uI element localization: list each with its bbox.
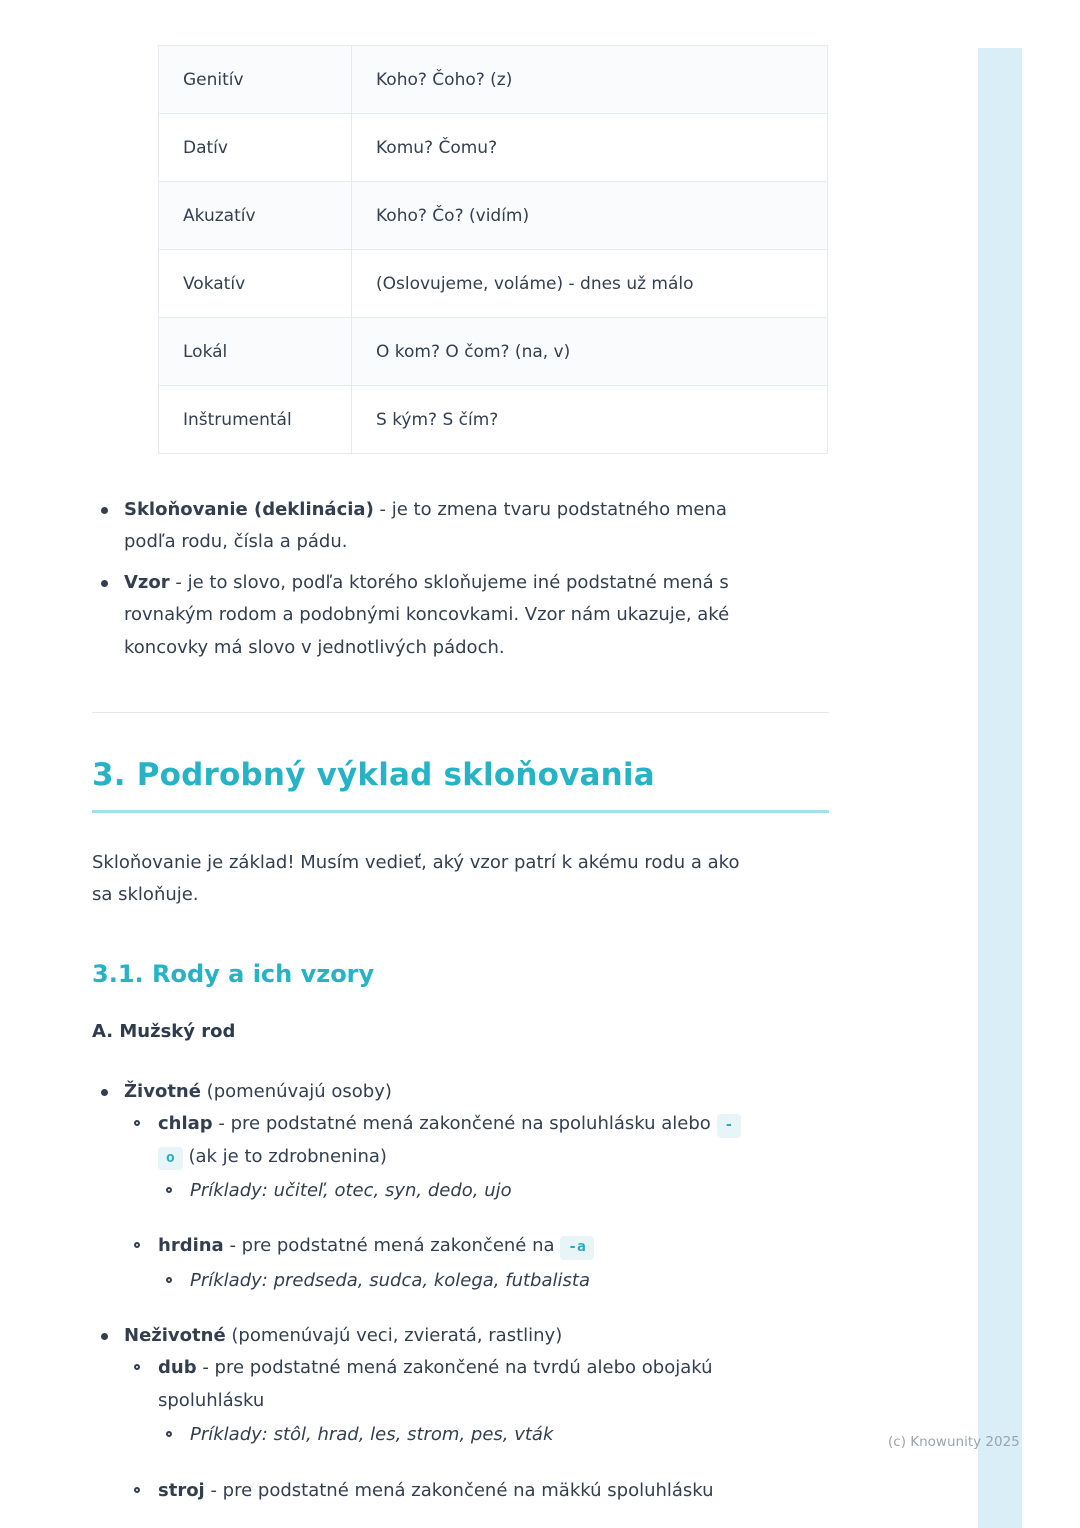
pattern-name: hrdina: [158, 1235, 224, 1257]
case-cell: Genitív: [159, 46, 352, 114]
pattern-text: - pre podstatné mená zakončené na mäkkú spoluhlásku: [204, 1479, 714, 1501]
section-heading: 3. Podrobný výklad skloňovania: [92, 756, 655, 793]
bullet-circle-icon: [166, 1277, 172, 1283]
definition-text: - je to slovo, podľa ktorého skloňujeme iné podstatné mená s rovnakým rodom a podobnými koncovkami. Vzor nám ukazuje, aké koncovky má slovo v jednotlivých pádoch.: [124, 571, 730, 658]
bullet-circle-icon: [166, 1187, 172, 1193]
case-cell: Inštrumentál: [159, 386, 352, 454]
question-cell: (Oslovujeme, voláme) - dnes už málo: [352, 250, 828, 318]
question-cell: Komu? Čomu?: [352, 114, 828, 182]
list-item-inanimate: [92, 1320, 829, 1352]
pattern-item-dub: [92, 1352, 829, 1417]
definition-item: [92, 567, 829, 664]
examples-line: [92, 1265, 829, 1297]
table-row: [159, 114, 828, 182]
definition-text: - je to zmena tvaru podstatného mena podľa rodu, čísla a pádu.: [124, 499, 727, 553]
suffix-chip: -a: [560, 1236, 593, 1260]
suffix-chip: o: [158, 1147, 183, 1171]
pattern-name: dub: [158, 1357, 197, 1379]
pattern-item-stroj: [92, 1475, 829, 1507]
group-heading: A. Mužský rod: [92, 1020, 236, 1042]
bullet-circle-icon: [134, 1364, 140, 1370]
question-cell: O kom? O čom? (na, v): [352, 318, 828, 386]
table-row: [159, 386, 828, 454]
question-cell: Koho? Čo? (vidím): [352, 182, 828, 250]
cases-table: [158, 45, 828, 454]
examples-line: [92, 1419, 829, 1451]
suffix-chip: -: [717, 1114, 742, 1138]
pattern-item-chlap: [92, 1108, 829, 1173]
category-suffix: (pomenúvajú osoby): [200, 1080, 392, 1102]
section-heading-underline: [92, 810, 829, 813]
bullet-dot-icon: [101, 1333, 108, 1340]
bullet-dot-icon: [101, 1089, 108, 1096]
table-row: [159, 250, 828, 318]
list-item-animate: [92, 1076, 829, 1108]
pattern-name: stroj: [158, 1479, 205, 1501]
footer-credit: (c) Knowunity 2025: [888, 1434, 1020, 1450]
pattern-text: - pre podstatné mená zakončené na: [223, 1235, 561, 1257]
pattern-text: - pre podstatné mená zakončené na spoluhlásku alebo: [212, 1113, 717, 1135]
category-label: Neživotné: [124, 1325, 226, 1347]
definition-list: [92, 494, 829, 664]
examples-line: [92, 1175, 829, 1207]
examples-text: Príklady: učiteľ, otec, syn, dedo, ujo: [190, 1179, 512, 1201]
table-row: [159, 318, 828, 386]
table-row: [159, 46, 828, 114]
pattern-text: (ak je to zdrobnenina): [182, 1145, 387, 1167]
examples-text: Príklady: stôl, hrad, les, strom, pes, vták: [190, 1424, 554, 1446]
question-cell: Koho? Čoho? (z): [352, 46, 828, 114]
document-page: [92, 0, 829, 1507]
bullet-dot-icon: [101, 507, 108, 514]
definition-term: Skloňovanie (deklinácia): [124, 499, 374, 520]
bullet-circle-icon: [166, 1431, 172, 1437]
case-cell: Datív: [159, 114, 352, 182]
examples-text: Príklady: predseda, sudca, kolega, futbalista: [190, 1269, 590, 1291]
definition-term: Vzor: [124, 571, 170, 593]
section-divider: [92, 712, 829, 713]
definition-item: [92, 494, 829, 559]
pattern-text: - pre podstatné mená zakončené na tvrdú alebo obojakú spoluhlásku: [158, 1357, 713, 1411]
category-label: Životné: [124, 1080, 201, 1102]
table-row: [159, 182, 828, 250]
pattern-name: chlap: [158, 1113, 213, 1135]
case-cell: Akuzatív: [159, 182, 352, 250]
page-side-strip: [978, 48, 1022, 1528]
case-cell: Vokatív: [159, 250, 352, 318]
bullet-dot-icon: [101, 580, 108, 587]
subsection-heading: 3.1. Rody a ich vzory: [92, 959, 375, 988]
category-suffix: (pomenúvajú veci, zvieratá, rastliny): [225, 1325, 563, 1347]
bullet-circle-icon: [134, 1487, 140, 1493]
question-cell: S kým? S čím?: [352, 386, 828, 454]
pattern-list: [92, 1076, 829, 1507]
intro-text: Skloňovanie je základ! Musím vedieť, aký vzor patrí k akému rodu a ako sa skloňuje.: [92, 851, 740, 906]
case-cell: Lokál: [159, 318, 352, 386]
bullet-circle-icon: [134, 1120, 140, 1126]
bullet-circle-icon: [134, 1242, 140, 1248]
pattern-item-hrdina: [92, 1230, 829, 1262]
intro-paragraph: [92, 847, 829, 912]
